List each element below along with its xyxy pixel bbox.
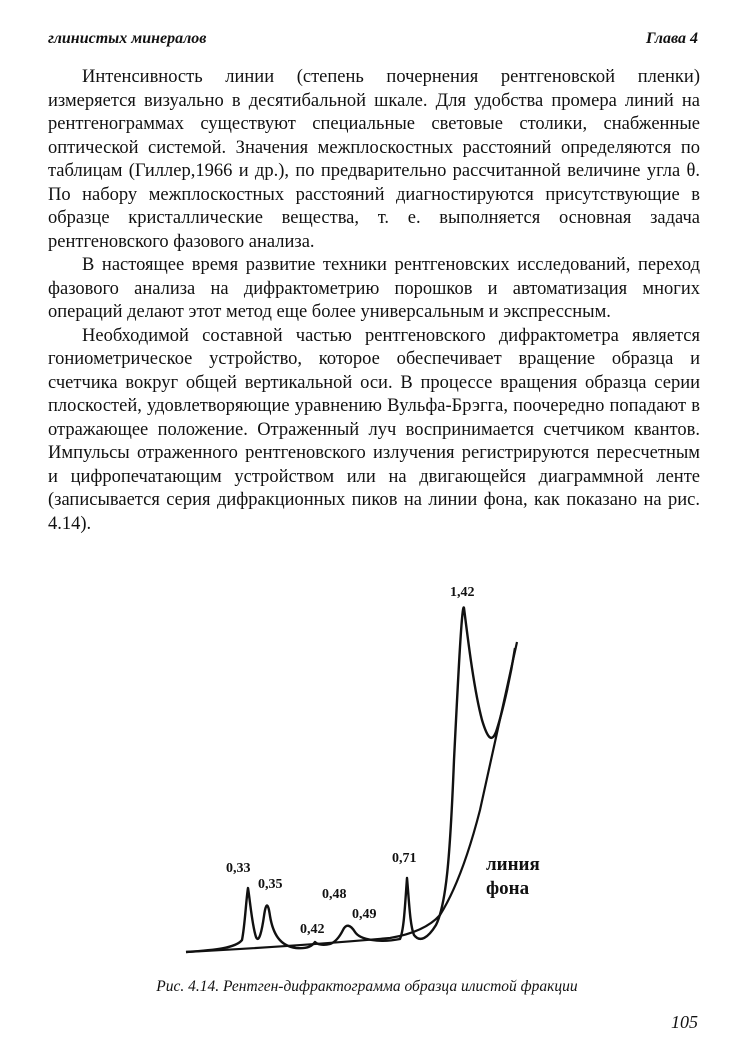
body-text bbox=[48, 66, 700, 536]
peak-label: 0,35 bbox=[258, 877, 283, 892]
peak-label: 0,71 bbox=[392, 851, 417, 866]
page-number: 105 bbox=[671, 1012, 698, 1032]
diffraction-trace bbox=[186, 607, 515, 952]
background-line-label: фона bbox=[486, 878, 530, 899]
paragraph: Интенсивность линии (степень почернения рентгеновской пленки) измеряется визуально в десятибальной шкале. Для удобства промера линий на рентгенограммах существуют специальные световые столики, снабженные оптической системой. Значения межплоскостных расстояний определяются по таблицам (Гиллер,1966 и др.), по предварительно рассчитанной величине угла θ. По набору межплоскостных расстояний диагностируются присутствующие в образце кристаллические вещества, т. е. выполняется основная задача рентгеновского фазового анализа. bbox=[48, 67, 700, 252]
background-line bbox=[186, 642, 517, 952]
peak-label: 0,49 bbox=[352, 907, 377, 922]
background-line-label: линия bbox=[486, 854, 540, 875]
paragraph: В настоящее время развитие техники рентгеновских исследований, переход фазового анализа на дифрактометрию порошков и автоматизация многих операций делают этот метод еще более универсальным и экспрессным. bbox=[48, 255, 700, 322]
peak-label: 0,42 bbox=[300, 922, 325, 937]
peak-label: 1,42 bbox=[450, 585, 475, 600]
running-header-left: глинистых минералов bbox=[48, 30, 207, 47]
running-header-right: Глава 4 bbox=[645, 30, 698, 47]
figure-caption: Рис. 4.14. Рентген-дифрактограмма образца илистой фракции bbox=[156, 978, 578, 995]
paragraph: Необходимой составной частью рентгеновского дифрактометра является гониометрическое устройство, которое обеспечивает вращение образца и счетчика вокруг общей вертикальной оси. В процессе вращения образца серии плоскостей, удовлетворяющие уравнению Вульфа-Брэгга, поочередно попадают в отражающее положение. Отраженный луч воспринимается счетчиком квантов. Импульсы отраженного рентгеновского излучения регистрируются пересчетным и цифропечатающим устройством или на двигающейся диаграммной ленте (записывается серия дифракционных пиков на линии фона, как показано на рис. 4.14). bbox=[48, 325, 700, 534]
diffractogram-figure bbox=[0, 570, 734, 970]
peak-label: 0,33 bbox=[226, 861, 251, 876]
peak-label: 0,48 bbox=[322, 887, 347, 902]
